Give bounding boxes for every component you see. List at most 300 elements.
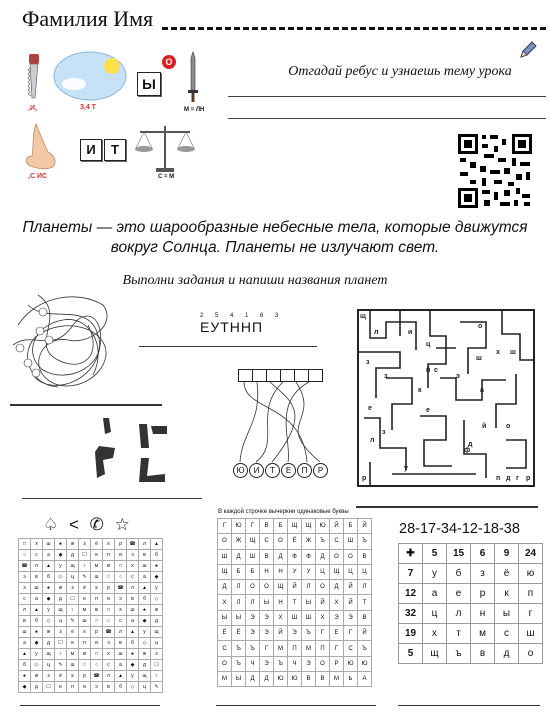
letter-cell[interactable]: Г xyxy=(344,626,358,641)
number-letter-cell: е xyxy=(447,584,471,604)
symbol-cell: к xyxy=(103,539,115,550)
letter-cell[interactable]: Щ xyxy=(246,534,260,549)
letter-cell[interactable]: Ц xyxy=(344,564,358,579)
letter-cell[interactable]: Г xyxy=(246,519,260,534)
number-header-cell: 6 xyxy=(471,544,495,564)
number-header-cell: 5 xyxy=(423,544,447,564)
number-letter-cell: ы xyxy=(495,604,519,624)
number-row-header: 32 xyxy=(399,604,423,624)
letter-cell[interactable]: С xyxy=(260,534,274,549)
letter-cell[interactable]: Ы xyxy=(232,610,246,625)
letter-cell[interactable]: О xyxy=(218,656,232,671)
symbol-cell: ☆ xyxy=(103,572,115,583)
letter-cell[interactable]: У xyxy=(302,564,316,579)
symbol-cell: и xyxy=(79,682,91,693)
letter-cell[interactable]: Ю xyxy=(232,519,246,534)
symbol-cell: ♀ xyxy=(67,605,79,616)
sky-icon xyxy=(52,50,130,102)
saw-icon xyxy=(20,52,48,104)
circle-letter: И xyxy=(249,463,264,478)
number-letter-cell: щ xyxy=(423,644,447,664)
symbol-cell: ○ xyxy=(19,550,31,561)
number-letter-cell: к xyxy=(495,584,519,604)
symbol-cell: д xyxy=(151,616,163,627)
symbol-cell: ☐ xyxy=(43,682,55,693)
letter-cell[interactable]: В xyxy=(260,549,274,564)
letter-cell[interactable]: Л xyxy=(358,580,372,595)
letter-cell[interactable]: Г xyxy=(260,641,274,656)
symbol-cell: п xyxy=(79,638,91,649)
symbol-cell: □ xyxy=(91,649,103,660)
letter-cell[interactable]: Ю xyxy=(358,656,372,671)
letter-cell[interactable]: Ю xyxy=(316,519,330,534)
letter-cell[interactable]: Й xyxy=(316,595,330,610)
letter-box-i: И xyxy=(80,139,102,161)
letter-cell[interactable]: Ж xyxy=(302,534,316,549)
symbol-cell: ♠ xyxy=(151,561,163,572)
symbol-cell: ◆ xyxy=(139,616,151,627)
letter-cell[interactable]: Ш xyxy=(344,534,358,549)
symbol-cell: ш xyxy=(127,605,139,616)
qr-code-icon[interactable] xyxy=(456,132,534,210)
letter-cell[interactable]: Ю xyxy=(344,656,358,671)
symbol-cell: ▲ xyxy=(151,539,163,550)
letter-cell[interactable]: Э xyxy=(260,656,274,671)
letter-cell[interactable]: В xyxy=(358,610,372,625)
symbol-cell: э xyxy=(91,682,103,693)
symbol-cell: ☆ xyxy=(91,616,103,627)
letter-box-y: Ы xyxy=(137,72,161,96)
letter-cell[interactable]: Э xyxy=(260,610,274,625)
symbol-grid xyxy=(18,538,163,693)
letter-cell[interactable]: Й xyxy=(288,580,302,595)
symbol-cell: ▲ xyxy=(127,627,139,638)
answer-line-1[interactable] xyxy=(228,96,546,97)
letter-cell[interactable]: Ш xyxy=(288,610,302,625)
letter-cell[interactable]: Ь xyxy=(344,671,358,686)
letter-cell[interactable]: У xyxy=(288,564,302,579)
letter-cell[interactable]: Л xyxy=(246,595,260,610)
letter-cell[interactable]: Т xyxy=(288,595,302,610)
symbol-cell: л xyxy=(139,539,151,550)
number-code: 28-17-34-12-18-38 xyxy=(399,521,520,537)
symbol-cell: ш xyxy=(67,660,79,671)
number-letter-cell: м xyxy=(471,624,495,644)
letter-cell[interactable]: Ы xyxy=(218,610,232,625)
letter-cell[interactable]: Н xyxy=(274,564,288,579)
svg-text:э: э xyxy=(456,373,460,380)
symbol-cell: д xyxy=(67,550,79,561)
symbol-cell: ё xyxy=(55,671,67,682)
svg-text:г: г xyxy=(516,475,519,482)
svg-text:ц: ц xyxy=(426,341,431,348)
symbol-cell: щ xyxy=(67,561,79,572)
symbol-cell: щ xyxy=(151,627,163,638)
symbol-cell: ◇ xyxy=(55,572,67,583)
letter-cell[interactable]: М xyxy=(274,641,288,656)
answer-line-2[interactable] xyxy=(228,118,546,119)
symbol-cell: ○ xyxy=(91,660,103,671)
symbol-cell: у xyxy=(55,561,67,572)
symbol-cell: ◆ xyxy=(31,638,43,649)
letter-cell[interactable]: О xyxy=(316,656,330,671)
svg-text:к: к xyxy=(418,387,422,394)
letter-cell[interactable]: Ч xyxy=(288,656,302,671)
symbol-cell: е xyxy=(55,682,67,693)
symbol-cell: и xyxy=(103,594,115,605)
symbol-cell: в xyxy=(139,550,151,561)
letter-cell[interactable]: Ш xyxy=(246,549,260,564)
svg-text:а: а xyxy=(480,387,484,394)
symbol-cell: ж xyxy=(139,649,151,660)
svg-text:с: с xyxy=(434,367,438,374)
rebus-task: Отгадай ребус и узнаешь тему урока xyxy=(288,64,512,79)
letter-cell[interactable]: В xyxy=(302,671,316,686)
letter-cell[interactable]: Щ xyxy=(218,564,232,579)
symbol-cell: ◇ xyxy=(139,638,151,649)
number-letter-cell: о xyxy=(519,644,543,664)
answer-line-maze[interactable] xyxy=(356,506,538,508)
number-letter-cell: с xyxy=(495,624,519,644)
symbol-cell: п xyxy=(67,682,79,693)
letter-cell[interactable]: С xyxy=(330,534,344,549)
symbol-cell: ц xyxy=(55,616,67,627)
letter-cell[interactable]: Д xyxy=(316,549,330,564)
svg-text:и: и xyxy=(408,329,413,336)
symbol-cell: с xyxy=(103,660,115,671)
symbol-cell: к xyxy=(67,671,79,682)
pencil-icon xyxy=(518,40,538,60)
answer-line-fragments[interactable] xyxy=(22,498,202,499)
letter-cell[interactable]: Ю xyxy=(288,671,302,686)
saw-hint: ,И, xyxy=(28,105,37,112)
letter-cell[interactable]: Б xyxy=(246,564,260,579)
letter-cell[interactable]: Ж xyxy=(232,534,246,549)
symbol-cell: ё xyxy=(67,627,79,638)
symbol-cell: ◇ xyxy=(43,616,55,627)
letter-cell[interactable]: Г xyxy=(330,641,344,656)
symbol-cell: р xyxy=(115,539,127,550)
number-letter-cell: п xyxy=(519,584,543,604)
letter-cell[interactable]: Й xyxy=(344,595,358,610)
letter-cell[interactable]: Л xyxy=(232,595,246,610)
letter-cell[interactable]: Й xyxy=(358,519,372,534)
symbol-cell: п xyxy=(103,550,115,561)
letter-cell[interactable]: Ъ xyxy=(232,656,246,671)
symbol-cell: ▲ xyxy=(19,649,31,660)
symbol-cell: а xyxy=(139,572,151,583)
letter-cell[interactable]: Д xyxy=(330,580,344,595)
letter-cell[interactable]: Н xyxy=(260,564,274,579)
svg-text:д: д xyxy=(468,441,473,448)
letter-cell[interactable]: В xyxy=(260,519,274,534)
letter-cell[interactable]: С xyxy=(344,641,358,656)
svg-text:о: о xyxy=(506,423,511,430)
letter-cell[interactable]: О xyxy=(344,549,358,564)
phone-icon: ✆ xyxy=(89,515,107,534)
letter-cell[interactable]: Ч xyxy=(246,656,260,671)
letter-cell[interactable]: Ъ xyxy=(358,534,372,549)
symbol-cell: а xyxy=(43,550,55,561)
letter-cell[interactable]: Ъ xyxy=(232,641,246,656)
symbol-cell: ✎ xyxy=(151,682,163,693)
symbol-cell: б xyxy=(115,682,127,693)
symbol-cell: ◆ xyxy=(151,572,163,583)
svg-text:ш: ш xyxy=(510,349,516,356)
symbol-cell: ○ xyxy=(115,572,127,583)
plus-icon: ✚ xyxy=(399,544,423,564)
svg-text:з: з xyxy=(382,429,386,436)
tangled-lines-puzzle xyxy=(8,285,118,400)
svg-text:л: л xyxy=(374,329,379,336)
letter-cell[interactable]: О xyxy=(274,534,288,549)
letter-cell[interactable]: М xyxy=(218,671,232,686)
maze-puzzle xyxy=(356,308,536,490)
number-letter-cell: б xyxy=(447,564,471,584)
symbol-cell: ☎ xyxy=(91,671,103,682)
letter-cell[interactable]: Ц xyxy=(358,564,372,579)
letter-cell[interactable]: Ы xyxy=(302,595,316,610)
letter-cell[interactable]: Ю xyxy=(274,671,288,686)
svg-text:п: п xyxy=(496,475,501,482)
symbol-cell: х xyxy=(115,605,127,616)
letter-cell[interactable]: Ы xyxy=(232,671,246,686)
letter-cell[interactable]: Н xyxy=(274,595,288,610)
letter-cell[interactable]: П xyxy=(316,641,330,656)
number-header-cell: 9 xyxy=(495,544,519,564)
symbol-cell: ☐ xyxy=(79,550,91,561)
symbol-cell: ю xyxy=(91,605,103,616)
letter-cell[interactable]: О xyxy=(218,534,232,549)
letter-cell[interactable]: Л xyxy=(302,580,316,595)
letter-cell[interactable]: Д xyxy=(246,671,260,686)
letter-cell[interactable]: Ъ xyxy=(246,641,260,656)
letter-box-t: Т xyxy=(104,139,126,161)
letter-cell[interactable]: Щ xyxy=(302,519,316,534)
letter-cell[interactable]: Щ xyxy=(274,580,288,595)
svg-text:й: й xyxy=(482,423,487,430)
letter-cell[interactable]: Ц xyxy=(316,564,330,579)
symbol-cell: ▲ xyxy=(31,605,43,616)
letter-cell[interactable]: Б xyxy=(232,564,246,579)
svg-text:р: р xyxy=(362,475,367,482)
tangle-circles xyxy=(233,463,328,478)
letter-cell[interactable]: Э xyxy=(344,610,358,625)
letter-cell[interactable]: А xyxy=(358,671,372,686)
number-letter-cell: л xyxy=(447,604,471,624)
symbol-cell: е xyxy=(79,594,91,605)
circle-letter: Т xyxy=(265,463,280,478)
letter-cell[interactable]: О xyxy=(260,580,274,595)
answer-line-numbers[interactable] xyxy=(398,705,540,706)
letter-cell[interactable]: В xyxy=(316,671,330,686)
letter-cell[interactable]: Э xyxy=(260,626,274,641)
answer-line-anagram[interactable] xyxy=(139,346,317,347)
svg-text:ш: ш xyxy=(476,355,482,362)
symbol-cell: ☐ xyxy=(151,660,163,671)
letter-cell[interactable]: Р xyxy=(330,656,344,671)
number-letter-cell: т xyxy=(447,624,471,644)
letter-cell[interactable]: Ф xyxy=(288,549,302,564)
letter-cell[interactable]: Ё xyxy=(232,626,246,641)
symbol-cell: □ xyxy=(115,561,127,572)
symbol-cell: ◇ xyxy=(127,682,139,693)
svg-text:у: у xyxy=(404,465,408,472)
symbol-cell: у xyxy=(127,671,139,682)
star-icon: ☆ xyxy=(114,515,133,534)
svg-text:х: х xyxy=(496,349,500,356)
answer-line-scribble[interactable] xyxy=(10,404,162,406)
letter-cell[interactable]: Т xyxy=(358,595,372,610)
letter-cell[interactable]: Ё xyxy=(288,534,302,549)
letter-cell[interactable]: Э xyxy=(246,610,260,625)
number-letter-cell: у xyxy=(423,564,447,584)
letter-cell[interactable]: П xyxy=(288,641,302,656)
symbol-cell: ♠ xyxy=(31,627,43,638)
letter-cell[interactable]: Д xyxy=(218,580,232,595)
symbol-cell: ☐ xyxy=(55,638,67,649)
letter-cell[interactable]: Ф xyxy=(302,549,316,564)
tasks-title: Выполни задания и напиши названия планет xyxy=(122,273,388,288)
letter-cell[interactable]: Ё xyxy=(218,626,232,641)
letter-cell[interactable]: Г xyxy=(218,519,232,534)
letter-cell[interactable]: Г xyxy=(316,626,330,641)
symbol-cell: з xyxy=(55,627,67,638)
number-letter-cell: ю xyxy=(519,564,543,584)
letter-cell[interactable]: Х xyxy=(316,610,330,625)
symbol-cell: б xyxy=(19,660,31,671)
symbol-cell: ♀ xyxy=(55,649,67,660)
letter-cell[interactable]: С xyxy=(218,641,232,656)
letter-cell[interactable]: Ъ xyxy=(302,626,316,641)
number-letter-cell: ё xyxy=(495,564,519,584)
symbol-cell: с xyxy=(115,616,127,627)
letter-cell[interactable]: Ъ xyxy=(316,534,330,549)
symbol-cell: ц xyxy=(139,682,151,693)
svg-text:р: р xyxy=(526,475,531,482)
number-row-header: 12 xyxy=(399,584,423,604)
sky-hint: 3,4 Т xyxy=(80,104,96,111)
symbol-cell: с xyxy=(127,572,139,583)
svg-text:л: л xyxy=(370,437,375,444)
letter-cell[interactable]: В xyxy=(358,549,372,564)
symbol-cell: ◇ xyxy=(151,594,163,605)
symbol-cell: в xyxy=(127,594,139,605)
symbol-cell: ш xyxy=(79,616,91,627)
symbol-cell: ш xyxy=(19,627,31,638)
letter-cell[interactable]: Ы xyxy=(260,595,274,610)
symbol-cell: м xyxy=(67,649,79,660)
number-header-cell: 24 xyxy=(519,544,543,564)
letter-cell[interactable]: Х xyxy=(274,610,288,625)
nose-hint: ,С ИС xyxy=(28,173,48,180)
symbol-cell: б xyxy=(151,550,163,561)
symbol-cell: и xyxy=(115,550,127,561)
number-letter-cell: а xyxy=(423,584,447,604)
spade-icon: ♤ xyxy=(43,515,62,534)
tangle-lines xyxy=(232,382,332,464)
letter-cell[interactable]: Э xyxy=(302,656,316,671)
symbol-cell: у xyxy=(151,583,163,594)
answer-line-symbols[interactable] xyxy=(20,705,160,706)
letter-cell[interactable]: Л xyxy=(232,580,246,595)
letter-cell[interactable]: Й xyxy=(330,519,344,534)
letter-cell[interactable]: М xyxy=(330,671,344,686)
symbol-cell: л xyxy=(115,627,127,638)
letter-cell[interactable]: Х xyxy=(218,595,232,610)
letter-cell[interactable]: Б xyxy=(344,519,358,534)
letter-cell[interactable]: Б xyxy=(274,519,288,534)
letter-cell[interactable]: О xyxy=(246,580,260,595)
symbol-cell: ж xyxy=(31,671,43,682)
letter-cell[interactable]: Щ xyxy=(330,564,344,579)
name-write-line[interactable] xyxy=(162,27,546,30)
symbol-cell: л xyxy=(31,561,43,572)
letter-cell[interactable]: Й xyxy=(358,626,372,641)
letter-cell[interactable]: Й xyxy=(344,580,358,595)
letter-cell[interactable]: Э xyxy=(288,626,302,641)
letter-cell[interactable]: Э xyxy=(330,610,344,625)
number-grid xyxy=(398,543,543,664)
letter-cell[interactable]: Ъ xyxy=(274,656,288,671)
svg-text:щ: щ xyxy=(360,313,366,320)
letter-cell[interactable]: Щ xyxy=(288,519,302,534)
symbol-cell: ▲ xyxy=(43,561,55,572)
symbol-cell: м xyxy=(79,605,91,616)
letter-cell[interactable]: М xyxy=(302,641,316,656)
symbol-cell: ♠ xyxy=(43,583,55,594)
letter-cell[interactable]: Ъ xyxy=(358,641,372,656)
symbol-cell: у xyxy=(43,605,55,616)
symbol-cell: ♠ xyxy=(139,605,151,616)
symbol-cell: э xyxy=(103,638,115,649)
number-letter-cell: н xyxy=(471,604,495,624)
scales-hint: С = М xyxy=(158,174,175,180)
letter-cell[interactable]: Й xyxy=(274,626,288,641)
anagram-word: ЕУТННП xyxy=(200,319,264,335)
symbol-cell: х xyxy=(19,583,31,594)
letter-cell[interactable]: О xyxy=(330,549,344,564)
letter-cell[interactable]: Д xyxy=(274,549,288,564)
letter-cell[interactable]: Ш xyxy=(218,549,232,564)
letter-cell[interactable]: Е xyxy=(330,626,344,641)
symbol-cell: у xyxy=(31,649,43,660)
letter-cell[interactable]: Ш xyxy=(302,610,316,625)
letter-grid xyxy=(217,518,372,687)
symbol-cell: з xyxy=(43,671,55,682)
letter-cell[interactable]: Э xyxy=(246,626,260,641)
symbol-cell: з xyxy=(79,539,91,550)
symbol-cell: ✎ xyxy=(55,660,67,671)
symbol-cell: х xyxy=(31,539,43,550)
symbol-cell: ✎ xyxy=(67,616,79,627)
symbol-cell: ☎ xyxy=(127,539,139,550)
symbol-cell: и xyxy=(91,638,103,649)
letter-cell[interactable]: Д xyxy=(260,671,274,686)
symbol-cell: ж xyxy=(67,539,79,550)
letter-cell[interactable]: Х xyxy=(330,595,344,610)
symbol-cell: д xyxy=(43,638,55,649)
number-row-header: 5 xyxy=(399,644,423,664)
symbol-cell: ж xyxy=(43,627,55,638)
symbol-cell: щ xyxy=(43,649,55,660)
symbol-cell: э xyxy=(115,594,127,605)
number-letter-cell: в xyxy=(471,644,495,664)
number-letter-cell: р xyxy=(471,584,495,604)
letter-cell[interactable]: Д xyxy=(232,549,246,564)
letter-cell[interactable]: О xyxy=(316,580,330,595)
answer-line-letters[interactable] xyxy=(216,705,376,706)
